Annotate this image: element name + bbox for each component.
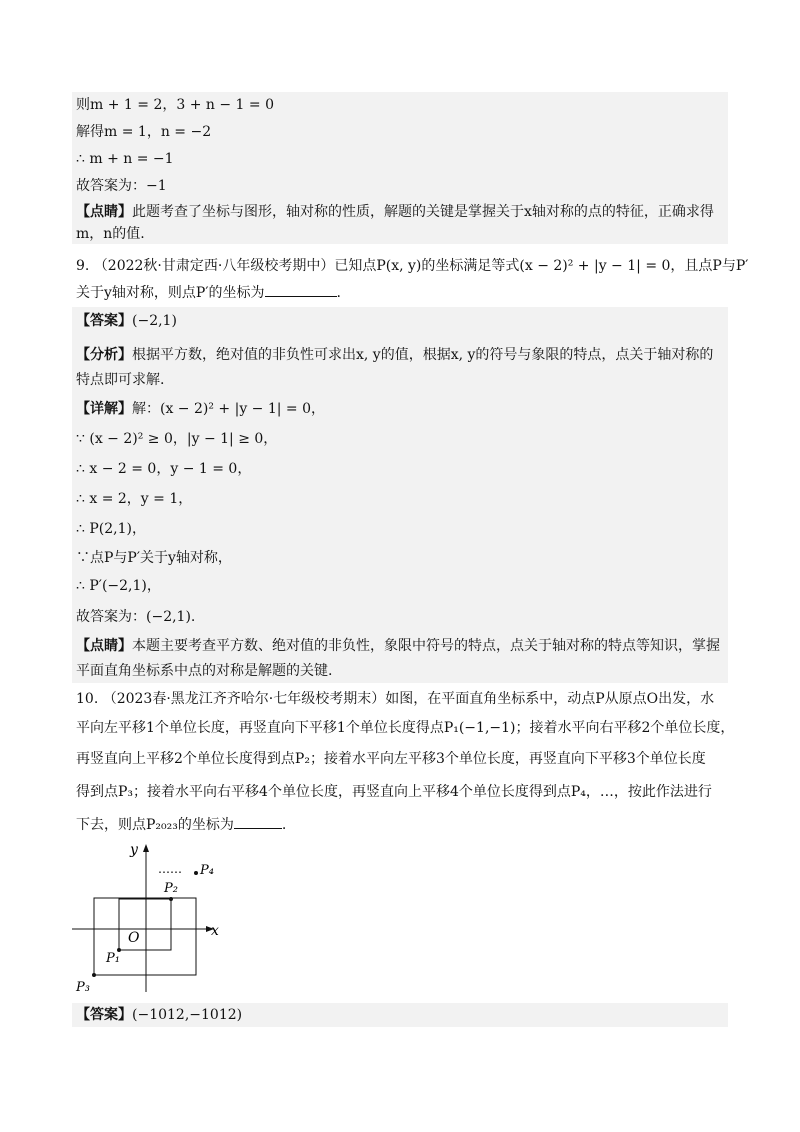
point-p3	[92, 973, 96, 977]
detail-tag: 【详解】	[76, 401, 132, 417]
point-p2	[169, 897, 173, 901]
answer-tag: 【答案】	[76, 1007, 132, 1023]
comment-tag: 【点睛】	[76, 204, 132, 220]
q9-analysis-cont: 特点即可求解.	[76, 372, 165, 388]
q10-stem-line2: 平向左平移1个单位长度，再竖直向下平移1个单位长度得点P₁(−1,−1)；接着水平向右平移2个单位长度，	[76, 720, 735, 736]
q10-stem-line3: 再竖直向上平移2个单位长度得到点P₂；接着水平向左平移3个单位长度，再竖直向下平移3个单位长度	[76, 751, 706, 767]
q9-detail-6: ∵点P与P′关于y轴对称，	[76, 550, 232, 566]
q9-stem-line2	[76, 282, 341, 304]
q9-detail-3: ∴ x − 2 = 0，y − 1 = 0，	[76, 461, 252, 477]
q9-answer-blank	[265, 282, 337, 297]
prev-comment-cont: m，n的值.	[76, 226, 145, 242]
comment-text: 此题考查了坐标与图形，轴对称的性质，解题的关键是掌握关于x轴对称的点的特征，正确求得	[132, 204, 714, 220]
prev-answer: 故答案为：−1	[76, 178, 167, 194]
comment-tag: 【点睛】	[76, 638, 132, 654]
coordinate-figure	[70, 838, 230, 998]
prev-comment	[76, 201, 714, 223]
prev-step-2: 解得m = 1，n = −2	[76, 124, 212, 140]
label-y: y	[130, 842, 138, 858]
q9-stem-text: 关于y轴对称，则点P′的坐标为	[76, 285, 265, 301]
continuation-dots: ……	[158, 862, 182, 876]
q9-stem-line1: 9. （2022秋·甘肃定西·八年级校考期中）已知点P(x, y)的坐标满足等式(x − 2)² + |y − 1| = 0，且点P与P′	[76, 258, 749, 274]
analysis-tag: 【分析】	[76, 347, 132, 363]
q10-answer-blank	[234, 814, 282, 829]
q10-answer	[76, 1004, 242, 1026]
spiral-square-small	[119, 899, 171, 950]
q9-detail-2: ∵ (x − 2)² ≥ 0，|y − 1| ≥ 0，	[76, 431, 278, 447]
label-p4: P₄	[200, 863, 214, 878]
q9-answer	[76, 310, 177, 332]
answer-value: (−1012,−1012)	[132, 1007, 243, 1023]
label-p2: P₂	[164, 881, 178, 896]
point-p4	[194, 871, 198, 875]
label-x: x	[211, 923, 219, 939]
prev-step-3: ∴ m + n = −1	[76, 151, 174, 167]
analysis-text: 根据平方数，绝对值的非负性可求出x, y的值，根据x, y的符号与象限的特点，点关于轴对称的	[132, 347, 714, 363]
label-p3: P₃	[76, 980, 90, 995]
label-p1: P₁	[106, 951, 120, 966]
q9-detail-8: 故答案为：(−2,1).	[76, 609, 196, 625]
q9-detail-5: ∴ P(2,1)，	[76, 521, 146, 537]
q10-stem-line1: 10. （2023春·黑龙江齐齐哈尔·七年级校考期末）如图，在平面直角坐标系中，动点P从原点O出发，水	[76, 691, 715, 707]
label-origin: O	[128, 930, 140, 946]
detail-text: 解：(x − 2)² + |y − 1| = 0，	[132, 401, 326, 417]
q9-detail	[76, 398, 325, 420]
answer-value: (−2,1)	[132, 313, 177, 329]
q9-stem-end: .	[336, 285, 341, 301]
prev-step-1: 则m + 1 = 2，3 + n − 1 = 0	[76, 97, 274, 113]
q9-analysis	[76, 344, 713, 366]
answer-tag: 【答案】	[76, 313, 132, 329]
y-axis-arrow	[143, 844, 149, 852]
q10-stem-end: .	[281, 817, 287, 833]
q10-stem-line4: 得到点P₃；接着水平向右平移4个单位长度，再竖直向上平移4个单位长度得到点P₄，…，按此作法进行	[76, 784, 712, 800]
q9-detail-4: ∴ x = 2，y = 1，	[76, 491, 193, 507]
q10-stem-text: 下去，则点P₂₀₂₃的坐标为	[76, 817, 234, 833]
q10-stem-line5	[76, 814, 286, 836]
q9-comment-cont: 平面直角坐标系中点的对称是解题的关键.	[76, 663, 333, 679]
q9-comment	[76, 635, 720, 657]
q9-detail-7: ∴ P′(−2,1)，	[76, 578, 161, 594]
comment-text: 本题主要考查平方数、绝对值的非负性，象限中符号的特点，点关于轴对称的特点等知识，掌握	[132, 638, 720, 654]
